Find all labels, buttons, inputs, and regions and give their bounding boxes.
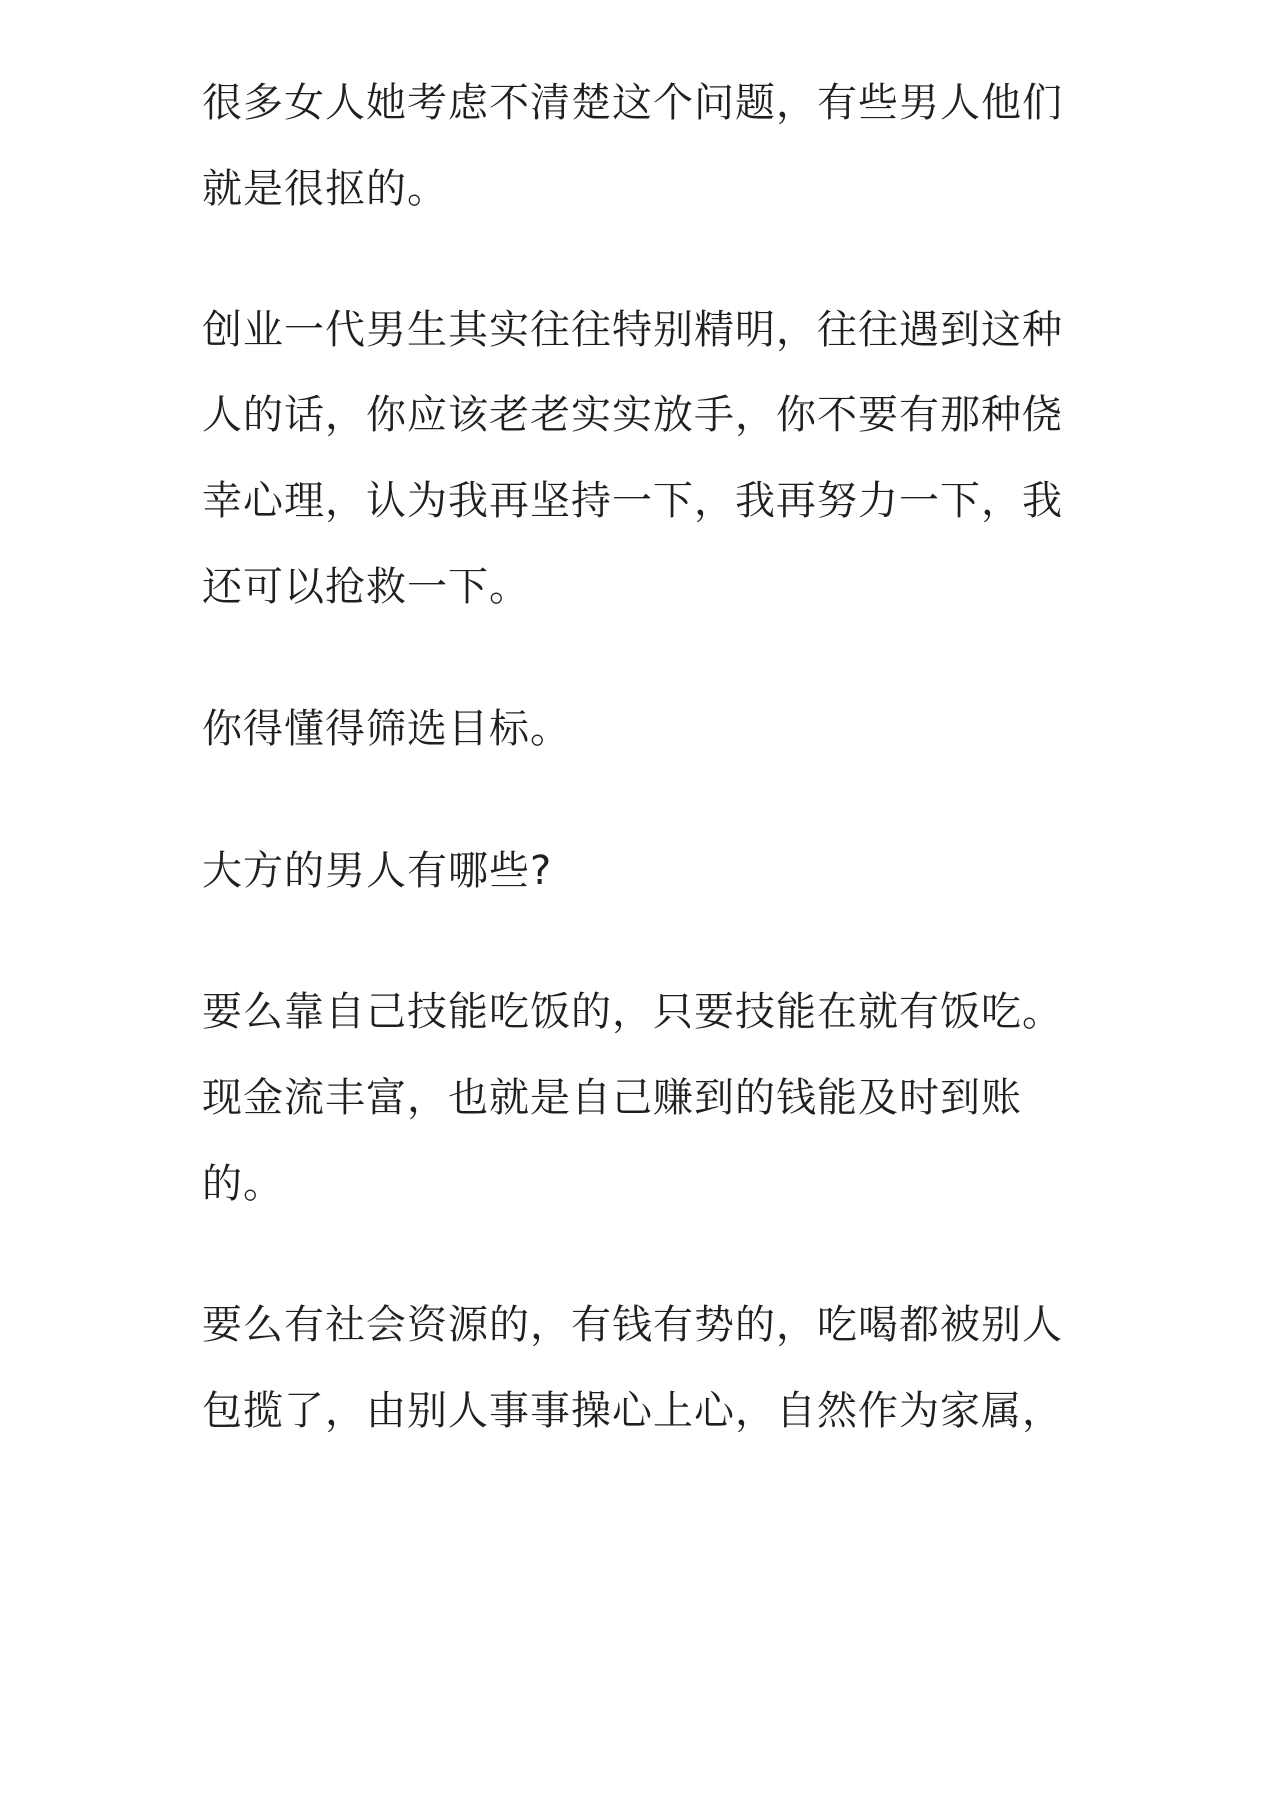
paragraph-2-line-4: 还可以抢救一下。 [202, 564, 530, 610]
paragraph-2-line-3: 幸心理，认为我再坚持一下，我再努力一下，我 [202, 478, 1063, 524]
paragraph-2-line-1: 创业一代男生其实往往特别精明，往往遇到这种 [202, 307, 1063, 353]
paragraph-4-line-1: 大方的男人有哪些? [202, 848, 553, 894]
paragraph-6-line-2: 包揽了，由别人事事操心上心，自然作为家属， [202, 1388, 1063, 1434]
paragraph-5-line-2: 现金流丰富，也就是自己赚到的钱能及时到账 [202, 1075, 1022, 1121]
paragraph-6-line-1: 要么有社会资源的，有钱有势的，吃喝都被别人 [202, 1302, 1063, 1348]
paragraph-1-line-1: 很多女人她考虑不清楚这个问题，有些男人他们 [202, 80, 1063, 126]
paragraph-1-line-2: 就是很抠的。 [202, 166, 448, 212]
paragraph-3-line-1: 你得懂得筛选目标。 [202, 706, 571, 752]
paragraph-5-line-1: 要么靠自己技能吃饭的，只要技能在就有饭吃。 [202, 989, 1063, 1035]
paragraph-5-line-3: 的。 [202, 1161, 284, 1207]
paragraph-2-line-2: 人的话，你应该老老实实放手，你不要有那种侥 [202, 392, 1063, 438]
